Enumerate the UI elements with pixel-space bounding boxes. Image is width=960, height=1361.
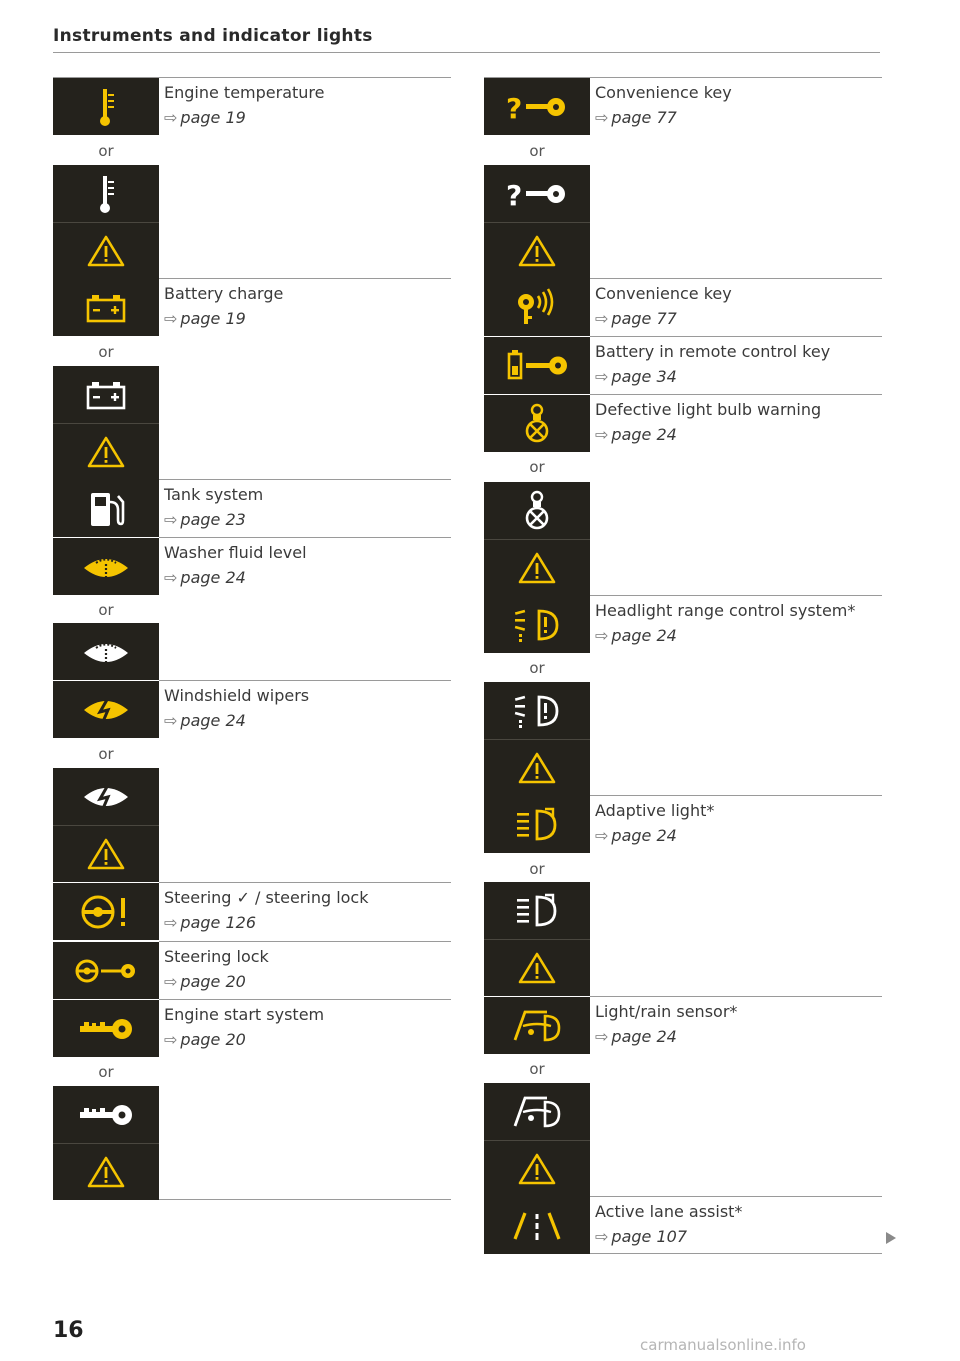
entry-divider [159,278,451,279]
arrow-right-icon: ⇨ [595,1027,609,1046]
page-reference-text: page 20 [180,1030,246,1049]
warning-triangle-icon [484,1140,590,1197]
steering-wheel-warning-icon [53,883,159,940]
page-reference-link[interactable] [164,510,246,529]
or-label: or [98,343,114,361]
page-header-title: Instruments and indicator lights [53,26,373,46]
arrow-right-icon: ⇨ [595,425,609,444]
page-reference-link[interactable] [164,108,246,127]
bulb-defect-icon [484,395,590,452]
indicator-title: Steering ✓ / steering lock [164,888,369,907]
light-rain-sensor-icon [484,997,590,1054]
warning-triangle-icon [484,222,590,279]
or-label: or [98,1063,114,1081]
entry-divider [159,479,451,480]
warning-triangle-icon [484,739,590,796]
indicator-title: Defective light bulb warning [595,400,822,419]
key-signal-icon [484,279,590,336]
page-reference-text: page 24 [611,626,677,645]
page-reference-text: page 126 [180,913,256,932]
or-label: or [98,601,114,619]
battery-icon [53,366,159,423]
warning-triangle-icon [53,825,159,882]
arrow-right-icon: ⇨ [164,1030,178,1049]
arrow-right-icon: ⇨ [595,309,609,328]
warning-triangle-icon [484,939,590,996]
svg-text:?: ? [506,178,523,211]
arrow-right-icon: ⇨ [164,108,178,127]
indicator-title: Active lane assist* [595,1202,743,1221]
page-reference-text: page 19 [180,108,246,127]
indicator-title: Battery charge [164,284,284,303]
entry-divider [590,595,882,596]
page-reference-link[interactable] [595,425,677,444]
page-reference-link[interactable] [164,711,246,730]
arrow-right-icon: ⇨ [164,309,178,328]
arrow-right-icon: ⇨ [595,367,609,386]
entry-divider [590,278,882,279]
svg-text:?: ? [506,91,523,124]
page-reference-link[interactable] [164,913,256,932]
arrow-right-icon: ⇨ [164,972,178,991]
fuel-pump-icon [53,480,159,537]
entry-divider [590,795,882,796]
indicator-title: Convenience key [595,83,732,102]
indicator-title: Engine start system [164,1005,325,1024]
arrow-right-icon: ⇨ [595,1227,609,1246]
indicator-title: Washer fluid level [164,543,307,562]
icon-separator [484,539,590,540]
arrow-right-icon: ⇨ [595,826,609,845]
key-battery-icon [484,337,590,394]
steering-lock-key-icon [53,942,159,999]
entry-divider [590,336,882,337]
page-reference-link[interactable] [164,1030,246,1049]
arrow-right-icon: ⇨ [164,510,178,529]
icon-separator [53,825,159,826]
page-reference-text: page 23 [180,510,246,529]
or-label: or [529,860,545,878]
indicator-title: Adaptive light* [595,801,715,820]
page-reference-text: page 34 [611,367,677,386]
indicator-title: Steering lock [164,947,269,966]
lane-assist-icon [484,1197,590,1254]
or-label: or [529,659,545,677]
page-reference-text: page 24 [611,826,677,845]
icon-separator [484,739,590,740]
washer-fluid-icon [53,538,159,595]
indicator-title: Headlight range control system* [595,601,856,620]
page-reference-text: page 24 [611,425,677,444]
page-reference-text: page 77 [611,108,677,127]
entry-divider [159,537,451,538]
indicator-title: Windshield wipers [164,686,310,705]
indicator-title: Light/rain sensor* [595,1002,738,1021]
adaptive-light-icon [484,796,590,853]
indicator-title: Convenience key [595,284,732,303]
indicator-title: Engine temperature [164,83,325,102]
entry-divider [590,1196,882,1197]
entry-divider [159,999,451,1000]
page-reference-link[interactable] [595,1027,677,1046]
icon-separator [484,1140,590,1141]
entry-divider [159,1199,451,1200]
page-reference-text: page 77 [611,309,677,328]
arrow-right-icon: ⇨ [595,108,609,127]
page-reference-text: page 24 [180,711,246,730]
or-label: or [98,142,114,160]
key-icon [53,1086,159,1143]
coolant-temperature-icon [53,78,159,135]
page-reference-link[interactable] [595,367,677,386]
or-label: or [98,745,114,763]
page-reference-text: page 24 [180,568,246,587]
page-reference-link[interactable] [595,309,677,328]
light-rain-sensor-icon [484,1083,590,1140]
page-reference-text: page 24 [611,1027,677,1046]
entry-divider [159,941,451,942]
entry-divider [159,882,451,883]
icon-separator [53,222,159,223]
or-label: or [529,142,545,160]
page-reference-text: page 20 [180,972,246,991]
watermark: carmanualsonline.info [640,1336,806,1354]
headlight-range-icon [484,596,590,653]
continue-arrow-icon [886,1232,896,1244]
arrow-right-icon: ⇨ [164,711,178,730]
page-reference-text: page 107 [611,1227,687,1246]
headlight-range-icon [484,682,590,739]
indicator-title: Battery in remote control key [595,342,831,361]
icon-separator [484,939,590,940]
entry-divider [590,1253,882,1254]
page-reference-link[interactable] [595,1227,687,1246]
warning-triangle-icon [53,1143,159,1200]
page-number: 16 [53,1318,84,1343]
entry-divider [159,680,451,681]
page-reference-text: page 19 [180,309,246,328]
key-question-icon [484,78,590,135]
header-divider [53,52,880,53]
arrow-right-icon: ⇨ [164,568,178,587]
indicator-title: Tank system [164,485,264,504]
page-reference-link[interactable] [164,972,246,991]
page-reference-link[interactable] [595,826,677,845]
entry-divider [590,394,882,395]
or-label: or [529,458,545,476]
adaptive-light-icon [484,882,590,939]
arrow-right-icon: ⇨ [164,913,178,932]
arrow-right-icon: ⇨ [595,626,609,645]
wiper-fault-icon [53,681,159,738]
key-icon [53,1000,159,1057]
key-question-icon [484,165,590,222]
entry-divider [590,996,882,997]
warning-triangle-icon [53,222,159,279]
icon-separator [484,222,590,223]
warning-triangle-icon [53,423,159,480]
page-reference-link[interactable] [164,568,246,587]
washer-fluid-icon [53,623,159,680]
page-reference-link[interactable] [595,108,677,127]
warning-triangle-icon [484,539,590,596]
icon-separator [53,1143,159,1144]
bulb-defect-icon [484,482,590,539]
or-label: or [529,1060,545,1078]
battery-icon [53,279,159,336]
page-reference-link[interactable] [164,309,246,328]
coolant-temperature-icon [53,165,159,222]
page-reference-link[interactable] [595,626,677,645]
icon-separator [53,423,159,424]
wiper-fault-icon [53,768,159,825]
